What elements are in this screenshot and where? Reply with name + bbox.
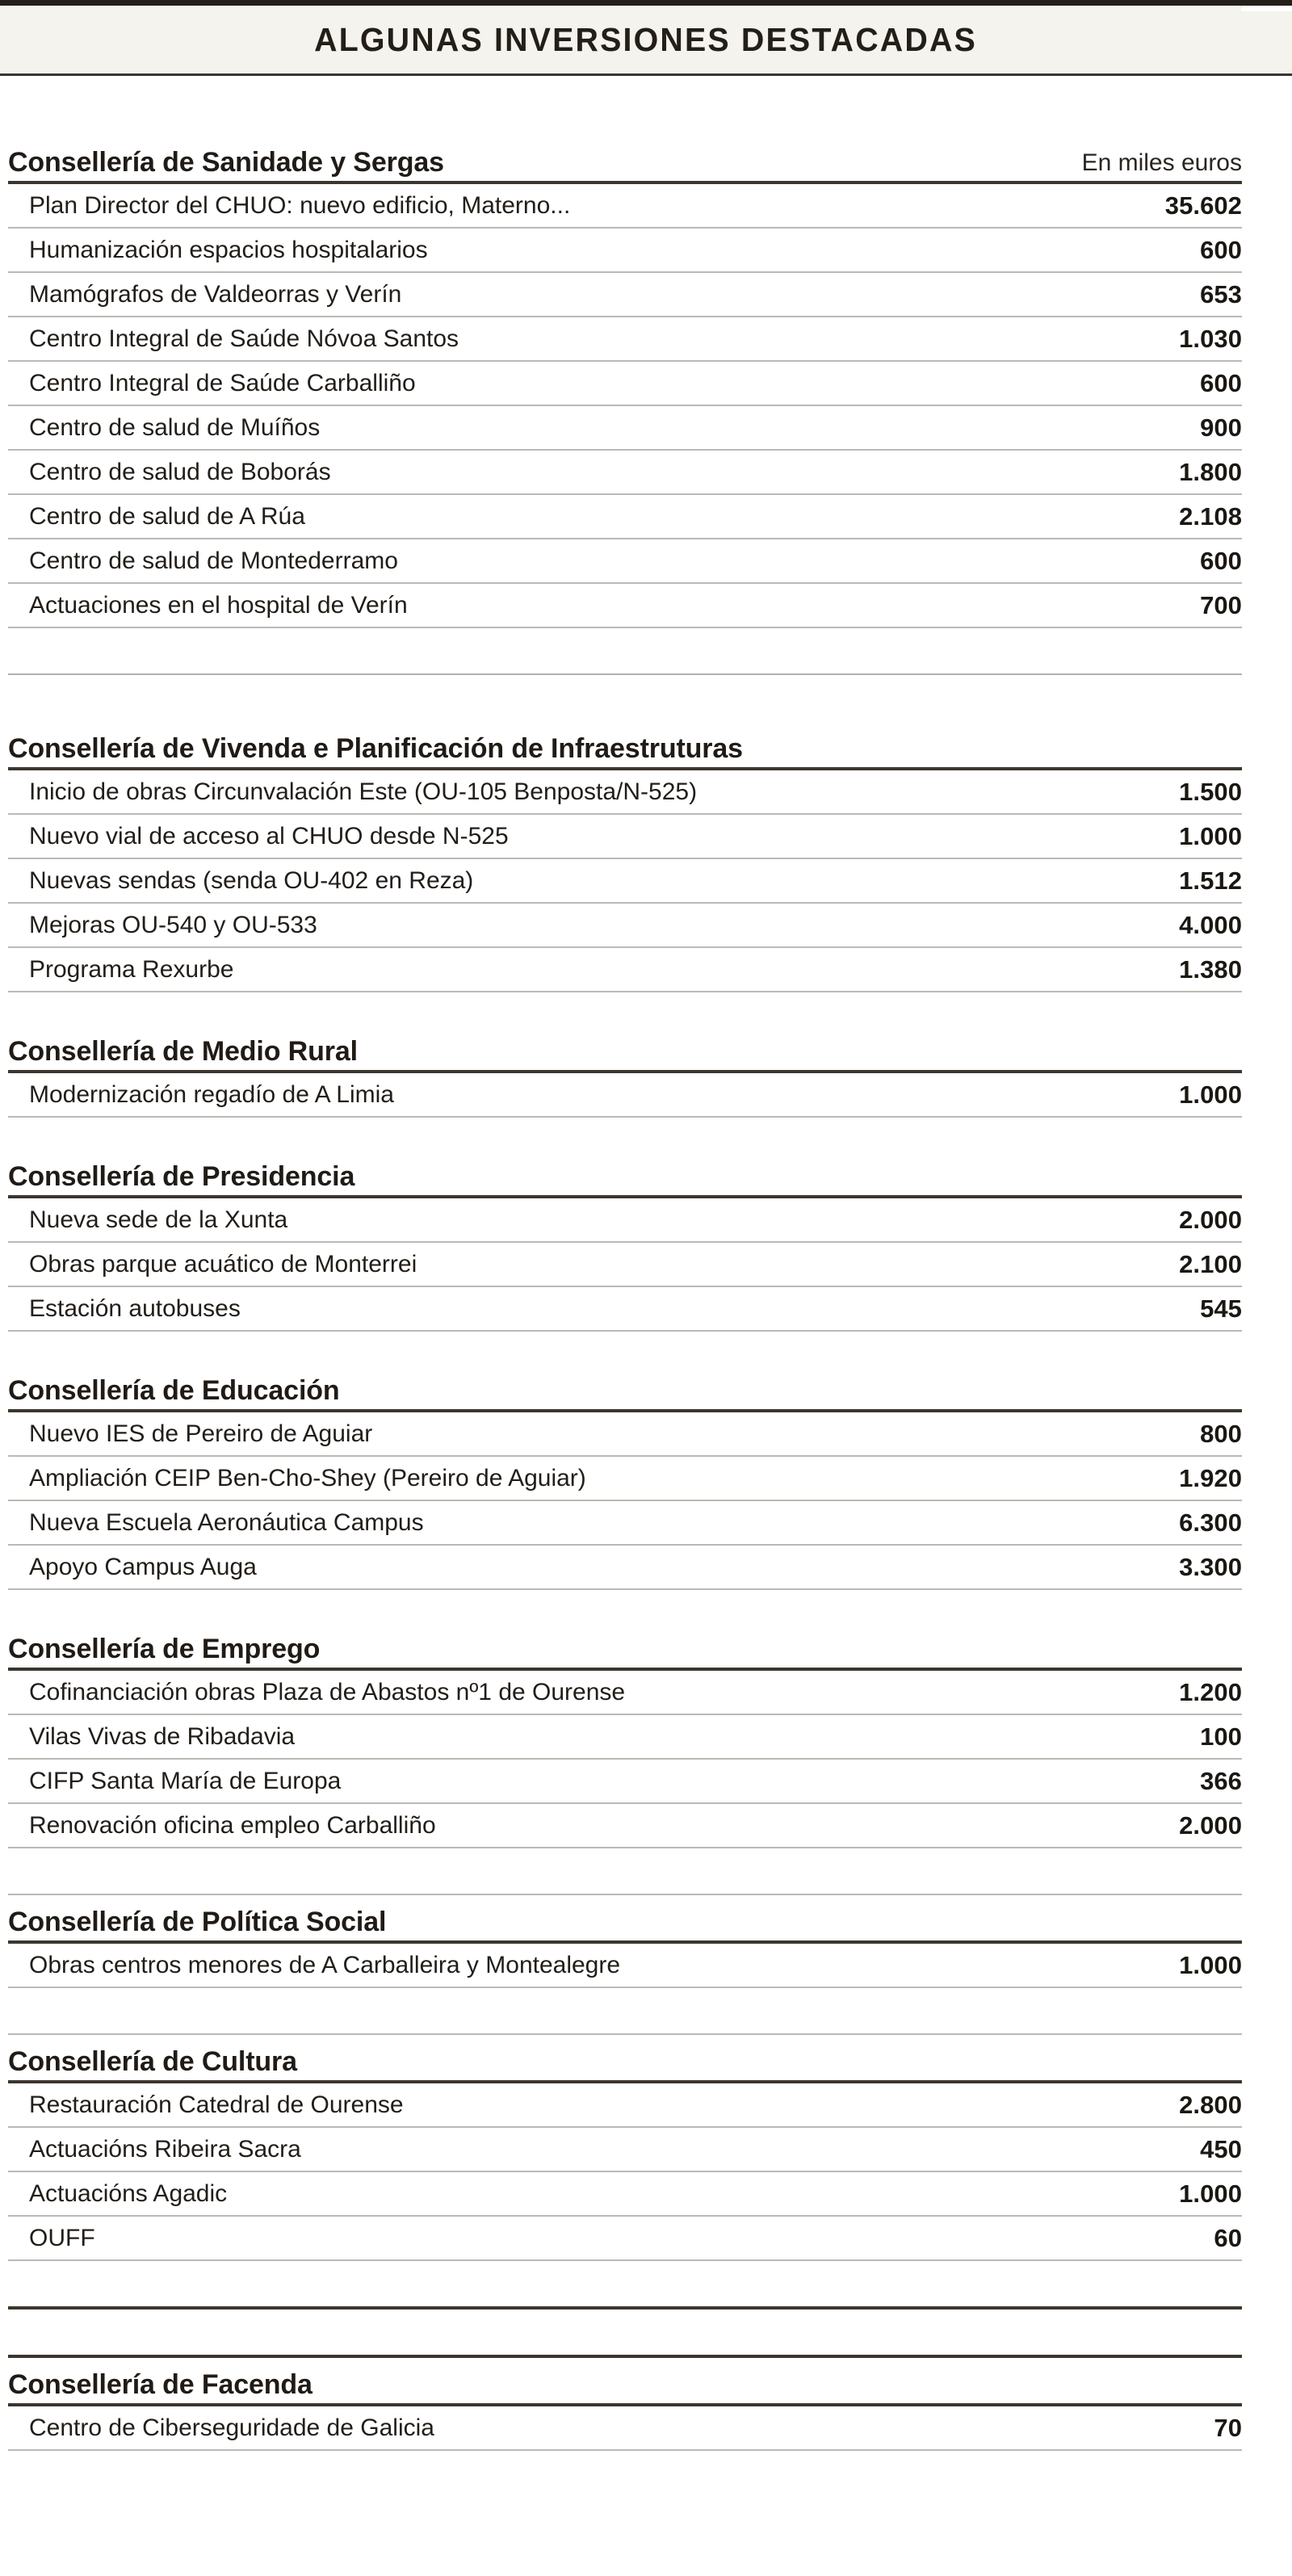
spacer-before-educacion bbox=[8, 1332, 1242, 1364]
row-value: 700 bbox=[1200, 591, 1242, 619]
row-label: Actuacións Agadic bbox=[29, 2180, 228, 2207]
table-row bbox=[8, 406, 1242, 451]
spacer-before-politica-social bbox=[8, 1848, 1242, 1894]
section-title-facenda: Consellería de Facenda bbox=[8, 2369, 313, 2401]
table-row bbox=[8, 1546, 1242, 1590]
row-label: Actuaciones en el hospital de Verín bbox=[29, 591, 408, 619]
row-value: 2.000 bbox=[1179, 1206, 1242, 1234]
row-value: 653 bbox=[1200, 280, 1242, 308]
table-row bbox=[8, 1944, 1242, 1988]
row-label: Humanización espacios hospitalarios bbox=[29, 236, 428, 263]
row-label: Centro de salud de Montederramo bbox=[29, 547, 398, 574]
title-band-right-notch bbox=[1241, 6, 1292, 11]
table-row bbox=[8, 1243, 1242, 1287]
spacer-before-sanidade bbox=[8, 76, 1242, 136]
table-row bbox=[8, 1760, 1242, 1804]
section-title-emprego: Consellería de Emprego bbox=[8, 1634, 321, 1665]
row-value: 2.108 bbox=[1179, 502, 1242, 531]
row-value: 1.030 bbox=[1179, 325, 1242, 353]
row-value: 1.000 bbox=[1179, 2180, 1242, 2208]
row-value: 2.100 bbox=[1179, 1250, 1242, 1278]
section-politica-social bbox=[8, 1895, 1242, 1988]
row-value: 600 bbox=[1200, 369, 1242, 397]
row-label: Nuevo IES de Pereiro de Aguiar bbox=[29, 1420, 373, 1447]
section-title-vivenda: Consellería de Vivenda e Planificación de Infraestruturas bbox=[8, 733, 743, 765]
row-value: 450 bbox=[1200, 2135, 1242, 2163]
row-label: OUFF bbox=[29, 2224, 95, 2251]
table-row bbox=[8, 184, 1242, 229]
row-label: Centro de salud de Boborás bbox=[29, 458, 331, 485]
section-educacion bbox=[8, 1364, 1242, 1590]
row-value: 1.512 bbox=[1179, 866, 1242, 895]
row-label: Nuevas sendas (senda OU-402 en Reza) bbox=[29, 866, 474, 894]
table-row bbox=[8, 1412, 1242, 1457]
row-value: 1.380 bbox=[1179, 955, 1242, 984]
spacer-before-medio-rural bbox=[8, 992, 1242, 1025]
row-value: 1.000 bbox=[1179, 1080, 1242, 1109]
row-value: 1.000 bbox=[1179, 1951, 1242, 1979]
section-title-medio-rural: Consellería de Medio Rural bbox=[8, 1036, 358, 1068]
table-row bbox=[8, 2128, 1242, 2172]
table-row bbox=[8, 948, 1242, 992]
row-value: 1.920 bbox=[1179, 1464, 1242, 1492]
spacer-before-cultura bbox=[8, 1988, 1242, 2033]
section-header-sanidade bbox=[8, 136, 1242, 184]
row-value: 1.000 bbox=[1179, 822, 1242, 850]
row-value: 70 bbox=[1214, 2414, 1242, 2442]
spacer-before-presidencia bbox=[8, 1118, 1242, 1150]
row-label: Modernización regadío de A Limia bbox=[29, 1080, 394, 1108]
row-value: 35.602 bbox=[1164, 191, 1242, 220]
table-row bbox=[8, 1715, 1242, 1760]
section-header-educacion bbox=[8, 1364, 1242, 1412]
table-row bbox=[8, 1804, 1242, 1848]
row-value: 2.800 bbox=[1179, 2091, 1242, 2119]
row-label: Obras centros menores de A Carballeira y Montealegre bbox=[29, 1951, 621, 1978]
table-row bbox=[8, 1073, 1242, 1118]
row-value: 1.200 bbox=[1179, 1678, 1242, 1706]
row-label: Programa Rexurbe bbox=[29, 955, 234, 983]
row-value: 4.000 bbox=[1179, 911, 1242, 939]
row-label: Actuacións Ribeira Sacra bbox=[29, 2135, 301, 2163]
table-row bbox=[8, 317, 1242, 362]
table-row bbox=[8, 584, 1242, 628]
table-row bbox=[8, 229, 1242, 273]
page-title-band bbox=[0, 0, 1292, 76]
table-row bbox=[8, 904, 1242, 948]
table-row bbox=[8, 273, 1242, 317]
row-label: Restauración Catedral de Ourense bbox=[29, 2091, 404, 2118]
section-title-educacion: Consellería de Educación bbox=[8, 1375, 340, 1407]
section-medio-rural bbox=[8, 1025, 1242, 1118]
row-label: Apoyo Campus Auga bbox=[29, 1553, 257, 1580]
row-label: Centro Integral de Saúde Nóvoa Santos bbox=[29, 325, 459, 352]
spacer-before-emprego bbox=[8, 1590, 1242, 1622]
row-value: 6.300 bbox=[1179, 1508, 1242, 1537]
row-label: Plan Director del CHUO: nuevo edificio, Materno... bbox=[29, 191, 571, 219]
spacer-before-vivenda bbox=[8, 675, 1242, 722]
table-row bbox=[8, 770, 1242, 815]
investments-table bbox=[0, 76, 1292, 2451]
table-row bbox=[8, 815, 1242, 859]
row-label: Centro de salud de Muíños bbox=[29, 413, 321, 441]
table-row bbox=[8, 1671, 1242, 1715]
row-value: 2.000 bbox=[1179, 1811, 1242, 1840]
table-row bbox=[8, 362, 1242, 406]
table-row bbox=[8, 539, 1242, 584]
table-row bbox=[8, 2172, 1242, 2217]
row-label: Mejoras OU-540 y OU-533 bbox=[29, 911, 317, 938]
row-value: 1.800 bbox=[1179, 458, 1242, 486]
row-label: Vilas Vivas de Ribadavia bbox=[29, 1722, 296, 1750]
row-label: Ampliación CEIP Ben-Cho-Shey (Pereiro de Aguiar) bbox=[29, 1464, 586, 1491]
row-label: Obras parque acuático de Monterrei bbox=[29, 1250, 417, 1278]
section-header-politica-social bbox=[8, 1895, 1242, 1944]
row-value: 100 bbox=[1200, 1722, 1242, 1751]
page-title: ALGUNAS INVERSIONES DESTACADAS bbox=[314, 20, 978, 58]
section-sanidade bbox=[8, 136, 1242, 675]
row-label: Nueva Escuela Aeronáutica Campus bbox=[29, 1508, 424, 1536]
section-emprego bbox=[8, 1622, 1242, 1848]
row-value: 800 bbox=[1200, 1420, 1242, 1448]
table-row bbox=[8, 2406, 1242, 2451]
row-value: 600 bbox=[1200, 547, 1242, 575]
row-label: Estación autobuses bbox=[29, 1294, 241, 1322]
section-header-emprego bbox=[8, 1622, 1242, 1671]
row-label: Centro de Ciberseguridade de Galicia bbox=[29, 2414, 434, 2441]
row-label: CIFP Santa María de Europa bbox=[29, 1767, 342, 1794]
table-row bbox=[8, 2083, 1242, 2128]
row-value: 60 bbox=[1214, 2224, 1242, 2252]
section-cultura bbox=[8, 2035, 1242, 2261]
row-value: 366 bbox=[1200, 1767, 1242, 1795]
table-row bbox=[8, 859, 1242, 904]
blank-row bbox=[8, 628, 1242, 675]
section-presidencia bbox=[8, 1150, 1242, 1332]
section-title-sanidade: Consellería de Sanidade y Sergas bbox=[8, 147, 444, 178]
row-value: 900 bbox=[1200, 413, 1242, 442]
section-vivenda bbox=[8, 722, 1242, 992]
row-value: 545 bbox=[1200, 1294, 1242, 1323]
table-row bbox=[8, 1501, 1242, 1546]
section-facenda bbox=[8, 2358, 1242, 2451]
row-value: 600 bbox=[1200, 236, 1242, 264]
section-title-politica-social: Consellería de Política Social bbox=[8, 1907, 387, 1938]
row-label: Nueva sede de la Xunta bbox=[29, 1206, 288, 1233]
section-header-facenda bbox=[8, 2358, 1242, 2406]
table-row bbox=[8, 495, 1242, 539]
table-row bbox=[8, 1457, 1242, 1501]
row-label: Nuevo vial de acceso al CHUO desde N-525 bbox=[29, 822, 509, 850]
table-row bbox=[8, 1198, 1242, 1243]
spacer-after-cultura bbox=[8, 2261, 1242, 2306]
section-header-cultura bbox=[8, 2035, 1242, 2083]
row-label: Mamógrafos de Valdeorras y Verín bbox=[29, 280, 402, 308]
row-value: 1.500 bbox=[1179, 778, 1242, 806]
section-header-medio-rural bbox=[8, 1025, 1242, 1073]
row-label: Centro de salud de A Rúa bbox=[29, 502, 305, 530]
section-header-vivenda bbox=[8, 722, 1242, 770]
section-title-presidencia: Consellería de Presidencia bbox=[8, 1161, 355, 1193]
row-label: Centro Integral de Saúde Carballiño bbox=[29, 369, 416, 396]
section-header-presidencia bbox=[8, 1150, 1242, 1198]
table-row bbox=[8, 2217, 1242, 2261]
row-label: Cofinanciación obras Plaza de Abastos nº1 de Ourense bbox=[29, 1678, 626, 1705]
table-row bbox=[8, 451, 1242, 495]
table-row bbox=[8, 1287, 1242, 1332]
spacer-before-facenda bbox=[8, 2310, 1242, 2355]
row-label: Renovación oficina empleo Carballiño bbox=[29, 1811, 436, 1839]
section-title-cultura: Consellería de Cultura bbox=[8, 2046, 297, 2078]
row-value: 3.300 bbox=[1179, 1553, 1242, 1581]
row-label: Inicio de obras Circunvalación Este (OU-105 Benposta/N-525) bbox=[29, 778, 698, 805]
unit-label: En miles euros bbox=[1081, 149, 1242, 176]
